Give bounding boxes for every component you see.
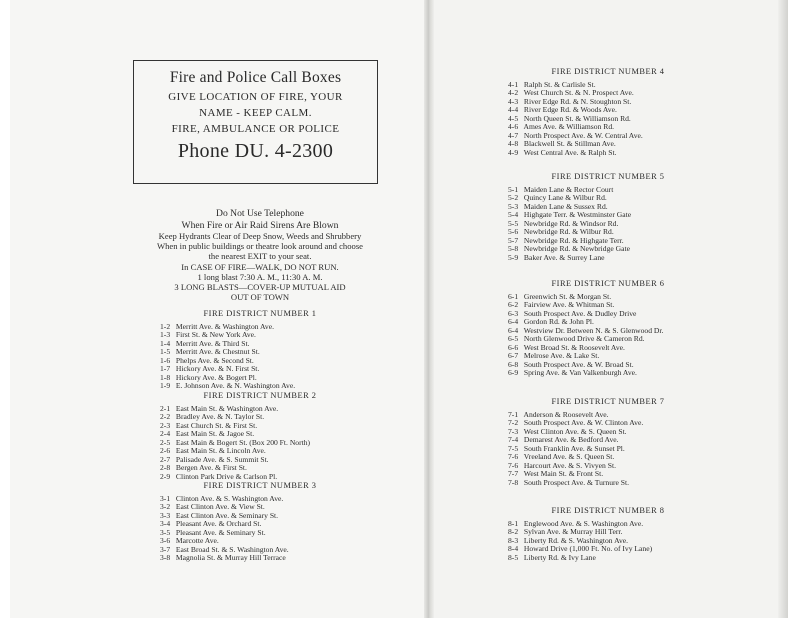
fire-district-8 — [508, 507, 728, 562]
call-box-row — [508, 369, 718, 378]
call-box-panel — [133, 60, 378, 184]
box-number: 3-4 — [160, 519, 171, 529]
box-number: 6-4 — [508, 325, 519, 335]
box-location: Merritt Ave. & Washington Ave. — [175, 321, 274, 331]
box-location: South Prospect Ave. & Turnure St. — [523, 477, 630, 487]
district-heading: FIRE DISTRICT NUMBER 7 — [551, 397, 665, 406]
box-location: Bradley Ave. & N. Taylor St. — [175, 412, 265, 422]
call-box-instruction-2: NAME - KEEP CALM. — [199, 107, 312, 119]
box-location: Newbridge Rd. & Windsor Rd. — [523, 218, 619, 228]
notice-line-7: 1 long blast 7:30 A. M., 11:30 A. M. — [197, 271, 323, 282]
box-location: E. Johnson Ave. & N. Washington Ave. — [175, 381, 296, 391]
district-heading: FIRE DISTRICT NUMBER 2 — [203, 391, 317, 400]
fire-district-1 — [160, 310, 370, 391]
box-number: 3-1 — [160, 493, 171, 503]
page-edge — [778, 0, 788, 618]
box-location: Hickory Ave. & Bogert Pl. — [175, 372, 257, 382]
notice-line-3: Keep Hydrants Clear of Deep Snow, Weeds and Shrubbery — [158, 231, 362, 241]
district-heading: FIRE DISTRICT NUMBER 8 — [551, 506, 665, 515]
box-number: 6-6 — [508, 342, 519, 352]
notice-line-9: OUT OF TOWN — [230, 292, 290, 303]
box-number: 4-2 — [508, 88, 519, 98]
box-location: Gordon Rd. & John Pl. — [523, 317, 594, 327]
notice-line-6: In CASE OF FIRE—WALK, DO NOT RUN. — [181, 261, 339, 272]
box-number: 5-1 — [508, 184, 519, 194]
box-number: 5-2 — [508, 193, 519, 203]
box-number: 1-5 — [160, 347, 171, 357]
box-number: 2-3 — [160, 420, 171, 430]
box-number: 3-6 — [160, 536, 171, 546]
box-location: Ames Ave. & Williamson Rd. — [523, 122, 615, 132]
box-number: 4-1 — [508, 79, 519, 89]
fire-district-7 — [508, 398, 708, 487]
fire-district-6 — [508, 280, 718, 378]
box-location: Greenwich St. & Morgan St. — [523, 291, 612, 301]
box-number: 7-6 — [508, 460, 519, 470]
box-location: Vreeland Ave. & S. Queen St. — [523, 452, 615, 462]
box-number: 6-7 — [508, 351, 519, 361]
box-location: West Broad St. & Roosevelt Ave. — [523, 342, 625, 352]
box-number: 8-3 — [508, 535, 519, 545]
box-number: 7-1 — [508, 409, 519, 419]
box-number: 8-1 — [508, 518, 519, 528]
box-location: Baker Ave. & Surrey Lane — [523, 252, 605, 262]
box-location: Marcotte Ave. — [175, 536, 219, 546]
box-location: Pleasant Ave. & Orchard St. — [175, 519, 262, 529]
box-number: 4-4 — [508, 105, 519, 115]
box-number: 2-9 — [160, 471, 171, 481]
box-number: 2-6 — [160, 446, 171, 456]
call-box-row — [160, 554, 370, 563]
call-box-title: Fire and Police Call Boxes — [169, 69, 342, 86]
book-gutter — [424, 0, 434, 618]
box-number: 7-2 — [508, 418, 519, 428]
box-number: 1-2 — [160, 321, 171, 331]
box-number: 6-5 — [508, 334, 519, 344]
notice-line-5: the nearest EXIT to your seat. — [208, 251, 312, 262]
box-location: Liberty Rd. & S. Washington Ave. — [523, 535, 629, 545]
box-number: 1-3 — [160, 330, 171, 340]
box-number: 4-5 — [508, 113, 519, 123]
box-location: Merritt Ave. & Third St. — [175, 338, 250, 348]
box-location: Hickory Ave. & N. First St. — [175, 364, 260, 374]
box-number: 4-9 — [508, 147, 519, 157]
box-number: 2-7 — [160, 454, 171, 464]
box-location: Liberty Rd. & Ivy Lane — [523, 552, 596, 562]
box-location: Newbridge Rd. & Wilbur Rd. — [523, 227, 614, 237]
box-number: 5-7 — [508, 235, 519, 245]
box-location: Anderson & Roosevelt Ave. — [523, 409, 609, 419]
box-location: East Broad St. & S. Washington Ave. — [175, 544, 289, 554]
box-location: Highgate Terr. & Westminster Gate — [523, 210, 632, 220]
box-location: East Clinton Ave. & View St. — [175, 502, 265, 512]
box-location: Quincy Lane & Wilbur Rd. — [523, 193, 607, 203]
district-heading: FIRE DISTRICT NUMBER 5 — [551, 172, 665, 181]
box-location: Howard Drive (1,000 Ft. No. of Ivy Lane) — [523, 544, 653, 554]
box-number: 6-2 — [508, 300, 519, 310]
box-location: South Prospect Ave. & W. Broad St. — [523, 359, 634, 369]
call-box-row — [160, 382, 370, 391]
box-location: Maiden Lane & Sussex Rd. — [523, 201, 608, 211]
fire-district-2 — [160, 392, 370, 481]
box-number: 3-8 — [160, 553, 171, 563]
box-location: Clinton Park Drive & Carlson Pl. — [175, 471, 278, 481]
box-number: 2-1 — [160, 403, 171, 413]
box-number: 1-8 — [160, 372, 171, 382]
notice-line-8: 3 LONG BLASTS—COVER-UP MUTUAL AID — [174, 282, 346, 293]
box-location: West Clinton Ave. & S. Queen St. — [523, 426, 627, 436]
box-number: 5-6 — [508, 227, 519, 237]
box-number: 4-7 — [508, 130, 519, 140]
box-location: River Edge Rd. & N. Stoughton St. — [523, 96, 632, 106]
box-location: West Main St. & Front St. — [523, 469, 604, 479]
safety-notice — [118, 208, 402, 302]
box-location: Clinton Ave. & S. Washington Ave. — [175, 493, 284, 503]
box-location: South Franklin Ave. & Sunset Pl. — [523, 443, 625, 453]
box-location: East Church St. & First St. — [175, 420, 258, 430]
box-number: 2-4 — [160, 429, 171, 439]
box-location: South Prospect Ave. & W. Clinton Ave. — [523, 418, 644, 428]
box-number: 3-3 — [160, 510, 171, 520]
box-number: 7-8 — [508, 477, 519, 487]
box-location: Harcourt Ave. & S. Vivyen St. — [523, 460, 616, 470]
box-number: 7-6 — [508, 452, 519, 462]
box-location: Melrose Ave. & Lake St. — [523, 351, 600, 361]
box-location: Bergen Ave. & First St. — [175, 463, 247, 473]
box-location: North Queen St. & Williamson Rd. — [523, 113, 631, 123]
box-number: 3-2 — [160, 502, 171, 512]
call-box-instruction-3: FIRE, AMBULANCE OR POLICE — [171, 123, 340, 135]
emergency-phone-number: Phone DU. 4-2300 — [177, 140, 334, 162]
box-number: 7-4 — [508, 435, 519, 445]
box-location: Ralph St. & Carlisle St. — [523, 79, 596, 89]
box-number: 2-8 — [160, 463, 171, 473]
box-number: 6-3 — [508, 308, 519, 318]
box-location: Palisade Ave. & S. Summit St. — [175, 454, 269, 464]
box-number: 1-6 — [160, 355, 171, 365]
box-number: 1-4 — [160, 338, 171, 348]
box-location: Englewood Ave. & S. Washington Ave. — [523, 518, 644, 528]
fire-district-4 — [508, 68, 708, 157]
box-number: 7-5 — [508, 443, 519, 453]
box-location: Demarest Ave. & Bedford Ave. — [523, 435, 619, 445]
box-number: 6-1 — [508, 291, 519, 301]
box-number: 7-7 — [508, 469, 519, 479]
box-number: 6-8 — [508, 359, 519, 369]
box-location: East Clinton Ave. & Seminary St. — [175, 510, 279, 520]
call-box-instruction-1: GIVE LOCATION OF FIRE, YOUR — [168, 91, 343, 103]
box-number: 6-9 — [508, 368, 519, 378]
box-location: Maiden Lane & Rector Court — [523, 184, 614, 194]
fire-district-3 — [160, 482, 370, 563]
box-location: West Church St. & N. Prospect Ave. — [523, 88, 634, 98]
box-location: Magnolia St. & Murray Hill Terrace — [175, 553, 286, 563]
call-box-row — [508, 479, 708, 488]
box-number: 5-9 — [508, 252, 519, 262]
box-location: Blackwell St. & Stillman Ave. — [523, 139, 616, 149]
box-location: First St. & New York Ave. — [175, 330, 256, 340]
box-number: 5-3 — [508, 201, 519, 211]
box-number: 4-6 — [508, 122, 519, 132]
box-number: 2-5 — [160, 437, 171, 447]
box-number: 3-7 — [160, 544, 171, 554]
box-location: Spring Ave. & Van Valkenburgh Ave. — [523, 368, 637, 378]
box-location: North Glenwood Drive & Cameron Rd. — [523, 334, 645, 344]
box-location: Pleasant Ave. & Seminary St. — [175, 527, 266, 537]
box-location: Westview Dr. Between N. & S. Glenwood Dr. — [523, 325, 664, 335]
box-number: 8-5 — [508, 552, 519, 562]
box-number: 5-8 — [508, 244, 519, 254]
box-location: Newbridge Rd. & Newbridge Gate — [523, 244, 630, 254]
fire-district-5 — [508, 173, 708, 262]
box-location: East Main & Bogert St. (Box 200 Ft. North) — [175, 437, 311, 447]
district-heading: FIRE DISTRICT NUMBER 6 — [551, 279, 665, 288]
box-number: 1-7 — [160, 364, 171, 374]
box-location: East Main St. & Washington Ave. — [175, 403, 279, 413]
box-number: 2-2 — [160, 412, 171, 422]
box-location: North Prospect Ave. & W. Central Ave. — [523, 130, 643, 140]
box-location: Sylvan Ave. & Murray Hill Terr. — [523, 527, 623, 537]
box-number: 3-5 — [160, 527, 171, 537]
box-number: 4-3 — [508, 96, 519, 106]
notice-line-1: Do Not Use Telephone — [216, 208, 304, 219]
call-box-row — [508, 149, 708, 158]
box-location: Phelps Ave. & Second St. — [175, 355, 254, 365]
box-number: 1-9 — [160, 381, 171, 391]
district-heading: FIRE DISTRICT NUMBER 1 — [203, 309, 317, 318]
box-number: 6-4 — [508, 317, 519, 327]
box-number: 8-4 — [508, 544, 519, 554]
box-location: Newbridge Rd. & Highgate Terr. — [523, 235, 624, 245]
call-box-row — [508, 254, 708, 263]
district-heading: FIRE DISTRICT NUMBER 3 — [203, 481, 317, 490]
district-heading: FIRE DISTRICT NUMBER 4 — [551, 67, 665, 76]
box-location: South Prospect Ave. & Dudley Drive — [523, 308, 637, 318]
box-location: East Main St. & Lincoln Ave. — [175, 446, 266, 456]
box-number: 5-5 — [508, 218, 519, 228]
box-location: Merritt Ave. & Chestnut St. — [175, 347, 260, 357]
box-location: West Central Ave. & Ralph St. — [523, 147, 617, 157]
box-number: 7-3 — [508, 426, 519, 436]
box-location: Fairview Ave. & Whitman St. — [523, 300, 615, 310]
box-number: 4-8 — [508, 139, 519, 149]
notice-line-2: When Fire or Air Raid Sirens Are Blown — [181, 219, 339, 231]
box-number: 8-2 — [508, 527, 519, 537]
box-location: East Main St. & Jagoe St. — [175, 429, 255, 439]
call-box-row — [508, 554, 728, 563]
box-location: River Edge Rd. & Woods Ave. — [523, 105, 617, 115]
notice-line-4: When in public buildings or theatre look around and choose — [157, 241, 363, 252]
box-number: 5-4 — [508, 210, 519, 220]
